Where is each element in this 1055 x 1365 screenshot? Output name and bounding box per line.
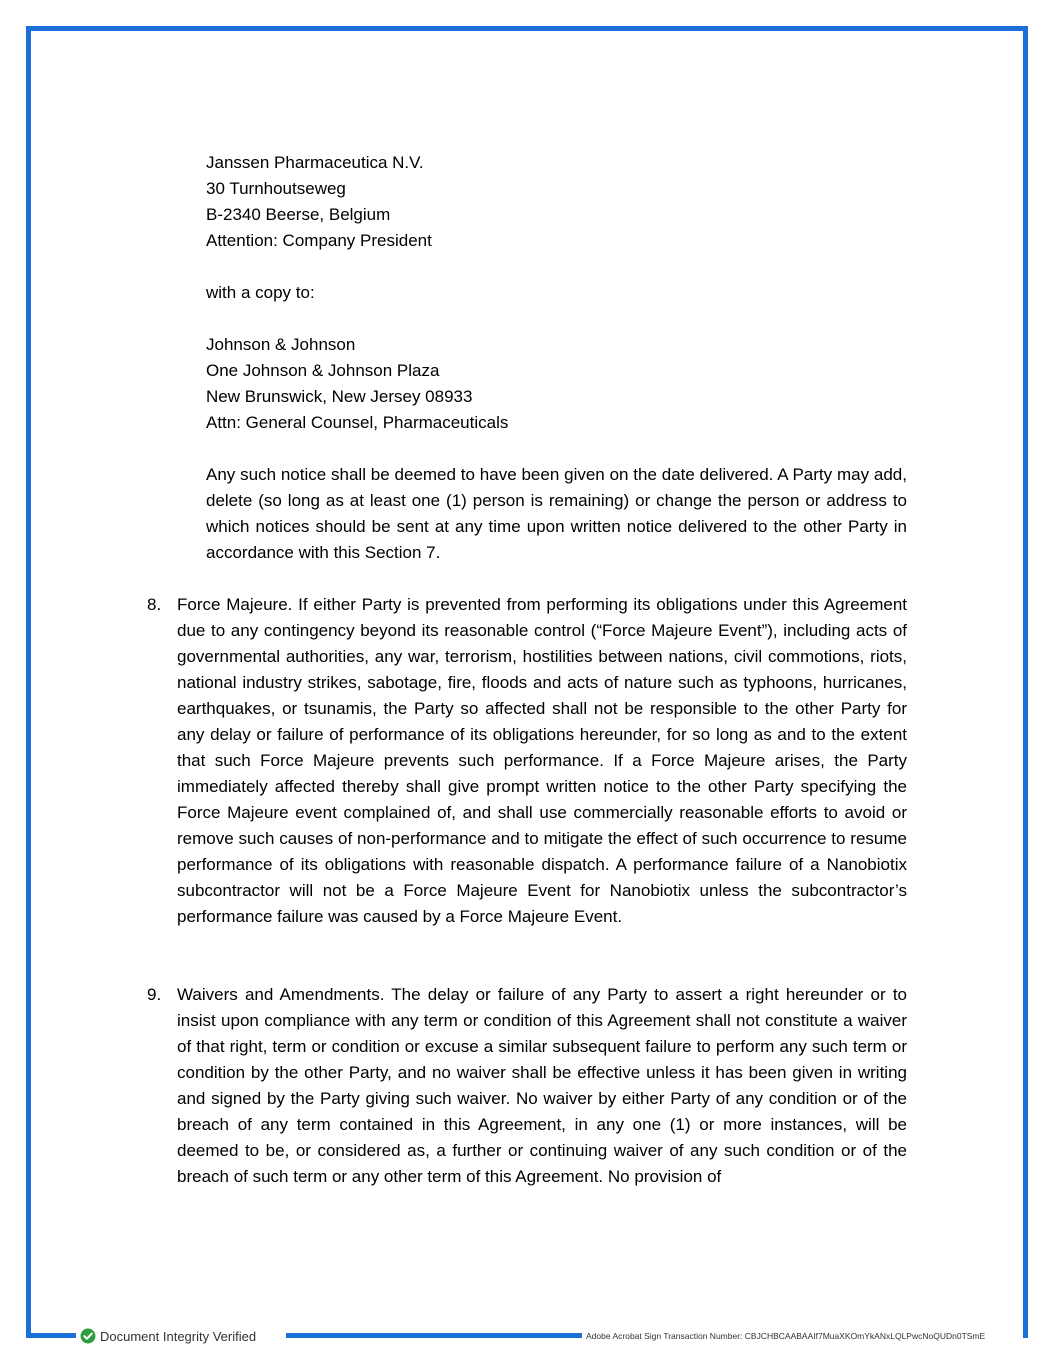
footer-rule-middle	[286, 1333, 582, 1338]
address-line: Attn: General Counsel, Pharmaceuticals	[206, 413, 509, 432]
address-line: B-2340 Beerse, Belgium	[206, 205, 391, 224]
copy-intro-text: with a copy to:	[206, 283, 315, 302]
address-line: 30 Turnhoutseweg	[206, 179, 346, 198]
document-integrity-badge[interactable]	[80, 1326, 256, 1346]
notice-paragraph: Any such notice shall be deemed to have been given on the date delivered. A Party may add, delete (so long as at least one (1) person is remaining) or change the person or address to which notices should be sent at any time upon written notice delivered to the other Party in accordance with this Section 7.	[206, 465, 907, 562]
address-jnj	[206, 332, 907, 436]
verified-label: Document Integrity Verified	[100, 1328, 257, 1344]
transaction-number: Adobe Acrobat Sign Transaction Number: CBJCHBCAABAAIf7MuaXKOmYkANxLQLPwcNoQUDn0TSmE	[586, 1331, 986, 1341]
footer-rule-right	[1023, 1312, 1028, 1338]
section-text: Waivers and Amendments. The delay or failure of any Party to assert a right hereunder or to insist upon compliance with any term or condition of this Agreement shall not constitute a waiver of that right, term or condition or excuse a similar subsequent failure to perform any such term or condition by the other Party, and no waiver shall be effective unless it has been given in writing and signed by the Party giving such waiver. No waiver by either Party of any condition or of the breach of any term contained in this Agreement, in any one (1) or more instances, will be deemed to be, or considered as, a further or continuing waiver of any such condition or of the breach of such term or any other term of this Agreement. No provision of	[177, 985, 907, 1186]
section-number: 9.	[147, 985, 162, 1004]
footer-rule-left	[26, 1333, 76, 1338]
address-janssen	[206, 150, 907, 254]
address-line: Janssen Pharmaceutica N.V.	[206, 153, 424, 172]
section-text: Force Majeure. If either Party is prevented from performing its obligations under this Agreement due to any contingency beyond its reasonable control (“Force Majeure Event”), including acts of governmental authorities, any war, terrorism, hostilities between nations, civil commotions, riots, national industry strikes, sabotage, fire, floods and acts of nature such as typhoons, hurricanes, earthquakes, or tsunamis, the Party so affected shall not be responsible to the other Party for any delay or failure of performance of its obligations hereunder, for so long as and to the extent that such Force Majeure prevents such performance. If a Force Majeure arises, the Party immediately affected thereby shall give prompt written notice to the other Party specifying the Force Majeure event complained of, and shall use commercially reasonable efforts to avoid or remove such causes of non-performance and to mitigate the effect of such occurrence to resume performance of its obligations with reasonable dispatch. A performance failure of a Nanobiotix subcontractor will not be a Force Majeure Event for Nanobiotix unless the subcontractor’s performance failure was caused by a Force Majeure Event.	[177, 595, 907, 926]
address-line: Johnson & Johnson	[206, 335, 356, 354]
check-circle-icon	[80, 1328, 96, 1344]
address-line: New Brunswick, New Jersey 08933	[206, 387, 473, 406]
address-line: Attention: Company President	[206, 231, 432, 250]
address-line: One Johnson & Johnson Plaza	[206, 361, 440, 380]
copy-intro	[206, 280, 907, 306]
section-number: 8.	[147, 595, 162, 614]
